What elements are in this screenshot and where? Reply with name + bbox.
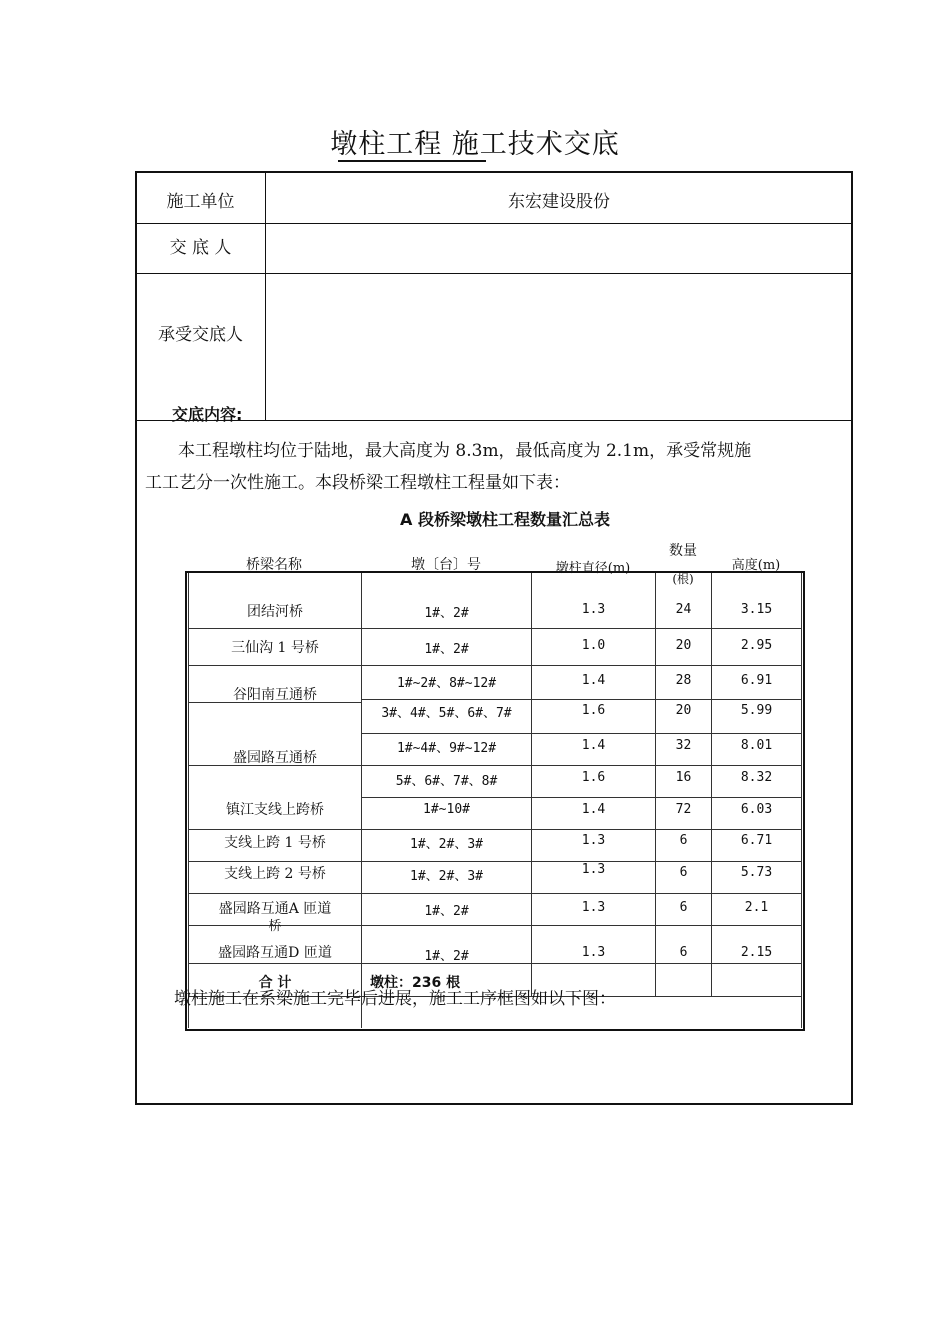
header-name: 桥梁名称 xyxy=(246,557,302,573)
receiver-label: 承受交底人 xyxy=(158,325,243,345)
unit-value: 东宏建设股份 xyxy=(508,192,610,212)
unit-label: 施工单位 xyxy=(166,192,235,212)
row-diameter: 1.6 xyxy=(581,703,606,718)
row-diameter: 1.4 xyxy=(581,673,606,688)
row-pier: 5#、6#、7#、8# xyxy=(395,774,498,789)
row-name: 盛园路互通A 匝道 xyxy=(218,901,332,917)
row-divider xyxy=(136,223,852,224)
row-name: 镇江支线上跨桥 xyxy=(226,802,324,818)
row-count: 32 xyxy=(675,738,692,753)
row-name: 盛园路互通桥 xyxy=(233,750,317,766)
paragraph-line: 工工艺分一次性施工。本段桥梁工程墩柱工程量如下表： xyxy=(145,473,570,493)
row-name: 谷阳南互通桥 xyxy=(233,687,317,703)
row-name-continued: 桥 xyxy=(268,919,282,934)
paragraph-line: 本工程墩柱均位于陆地，最大高度为 8.3m，最低高度为 2.1m，承受常规施 xyxy=(178,441,752,461)
paragraph-line: 墩柱施工在系梁施工完毕后进展，施工工序框图如以下图： xyxy=(174,989,616,1009)
total-value: 墩柱：236 根 xyxy=(370,975,461,991)
row-diameter: 1.3 xyxy=(581,945,606,960)
table-hline xyxy=(361,797,802,798)
header-count: 数量 xyxy=(669,543,697,559)
row-pier: 1#~2#、8#~12# xyxy=(396,676,497,691)
row-pier: 1#、2# xyxy=(424,606,469,621)
table-hline xyxy=(188,893,802,894)
table-hline xyxy=(188,861,802,862)
row-name: 支线上跨 1 号桥 xyxy=(224,835,326,851)
row-pier: 1#、2#、3# xyxy=(410,869,483,884)
row-height: 6.91 xyxy=(740,673,773,688)
row-diameter: 1.3 xyxy=(581,602,606,617)
row-height: 8.01 xyxy=(740,738,773,753)
header-pier: 墩〔台〕号 xyxy=(411,557,481,573)
table-hline xyxy=(188,829,802,830)
row-height: 2.95 xyxy=(740,638,773,653)
row-height: 5.99 xyxy=(740,703,773,718)
row-divider xyxy=(136,273,852,274)
table-hline xyxy=(188,665,802,666)
row-pier: 1#~4#、9#~12# xyxy=(396,741,497,756)
row-height: 5.73 xyxy=(740,865,773,880)
row-pier: 1#、2# xyxy=(424,949,469,964)
header-height: 高度(m) xyxy=(731,558,781,573)
row-pier: 1#、2#、3# xyxy=(410,837,483,852)
total-label: 合 计 xyxy=(258,975,292,991)
row-pier: 1#~10# xyxy=(423,802,470,817)
row-count: 20 xyxy=(675,703,692,718)
table-title: A 段桥梁墩柱工程数量汇总表 xyxy=(400,510,610,529)
row-count: 72 xyxy=(675,802,692,817)
page-title: 墩柱工程 施工技术交底 xyxy=(330,129,620,160)
header-diameter: 墩柱直径(m) xyxy=(555,561,631,576)
row-diameter: 1.3 xyxy=(581,833,606,848)
title-underline xyxy=(338,160,486,162)
row-height: 6.71 xyxy=(740,833,773,848)
header-count-unit: (根) xyxy=(672,572,694,586)
row-diameter: 1.6 xyxy=(581,770,606,785)
row-pier: 1#、2# xyxy=(424,642,469,657)
row-diameter: 1.3 xyxy=(581,862,606,877)
row-count: 16 xyxy=(675,770,692,785)
row-diameter: 1.4 xyxy=(581,738,606,753)
presenter-label: 交 底 人 xyxy=(169,238,232,258)
row-count: 6 xyxy=(679,900,688,915)
row-diameter: 1.0 xyxy=(581,638,606,653)
row-count: 20 xyxy=(675,638,692,653)
row-diameter: 1.4 xyxy=(581,802,606,817)
row-count: 6 xyxy=(679,833,688,848)
row-diameter: 1.3 xyxy=(581,900,606,915)
table-hline xyxy=(361,699,802,700)
row-height: 2.15 xyxy=(740,945,773,960)
row-count: 6 xyxy=(679,865,688,880)
row-height: 2.1 xyxy=(744,900,769,915)
row-height: 6.03 xyxy=(740,802,773,817)
row-pier: 1#、2# xyxy=(424,904,469,919)
row-height: 3.15 xyxy=(740,602,773,617)
content-label: 交底内容: xyxy=(172,405,243,424)
row-pier: 3#、4#、5#、6#、7# xyxy=(381,706,512,721)
table-hline xyxy=(361,733,802,734)
row-count: 28 xyxy=(675,673,692,688)
row-name: 支线上跨 2 号桥 xyxy=(224,866,326,882)
row-name: 团结河桥 xyxy=(247,604,303,620)
row-divider xyxy=(136,420,852,421)
row-count: 24 xyxy=(675,602,692,617)
row-name: 盛园路互通D 匝道 xyxy=(218,945,332,961)
table-vline xyxy=(801,573,802,1028)
table-hline xyxy=(188,628,802,629)
row-count: 6 xyxy=(679,945,688,960)
row-name: 三仙沟 1 号桥 xyxy=(231,640,319,656)
row-height: 8.32 xyxy=(740,770,773,785)
